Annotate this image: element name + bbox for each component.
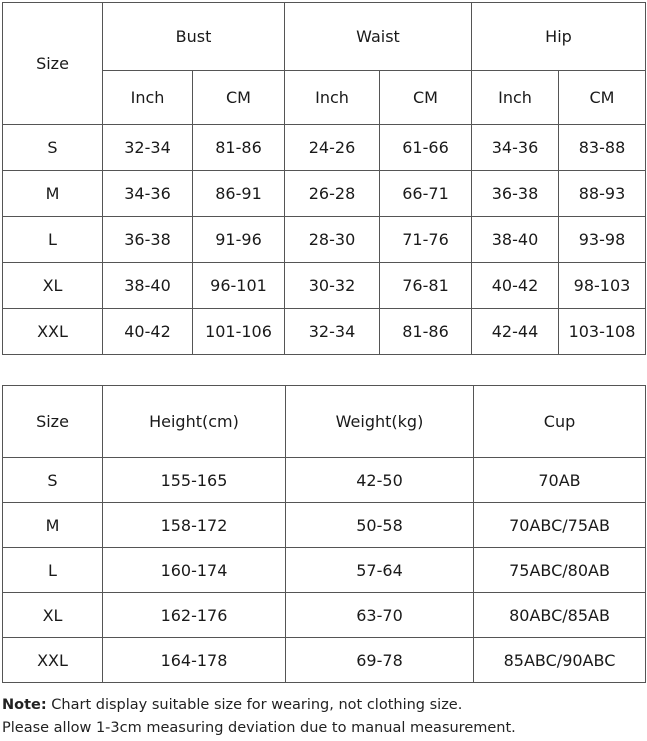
waist-cm-cell: 66-71 <box>380 171 472 217</box>
size-cell: XXL <box>3 638 103 683</box>
bust-cm-header: CM <box>193 71 285 125</box>
fit-size-table <box>2 385 646 683</box>
note-label: Note: <box>2 697 47 713</box>
waist-cm-header: CM <box>380 71 472 125</box>
table-row <box>3 125 646 171</box>
cup-header: Cup <box>474 386 646 458</box>
size-cell: XL <box>3 263 103 309</box>
cup-cell: 70AB <box>474 458 646 503</box>
waist-inch-cell: 30-32 <box>285 263 380 309</box>
hip-cm-cell: 93-98 <box>559 217 646 263</box>
bust-inch-cell: 34-36 <box>103 171 193 217</box>
hip-cm-header: CM <box>559 71 646 125</box>
waist-inch-cell: 28-30 <box>285 217 380 263</box>
table-row <box>3 458 646 503</box>
cup-cell: 75ABC/80AB <box>474 548 646 593</box>
bust-cm-cell: 101-106 <box>193 309 285 355</box>
table-row <box>3 171 646 217</box>
waist-header: Waist <box>285 3 472 71</box>
hip-cm-cell: 103-108 <box>559 309 646 355</box>
waist-inch-header: Inch <box>285 71 380 125</box>
height-cell: 160-174 <box>103 548 286 593</box>
hip-cm-cell: 98-103 <box>559 263 646 309</box>
size-cell: L <box>3 548 103 593</box>
waist-inch-cell: 26-28 <box>285 171 380 217</box>
height-cell: 162-176 <box>103 593 286 638</box>
bust-cm-cell: 96-101 <box>193 263 285 309</box>
table-row <box>3 263 646 309</box>
table-row <box>3 503 646 548</box>
hip-inch-cell: 34-36 <box>472 125 559 171</box>
cup-cell: 85ABC/90ABC <box>474 638 646 683</box>
height-cell: 164-178 <box>103 638 286 683</box>
hip-cm-cell: 88-93 <box>559 171 646 217</box>
weight-cell: 50-58 <box>286 503 474 548</box>
size-cell: S <box>3 125 103 171</box>
table-row <box>3 309 646 355</box>
height-header: Height(cm) <box>103 386 286 458</box>
size-cell: L <box>3 217 103 263</box>
table-header-row <box>3 3 646 71</box>
weight-cell: 63-70 <box>286 593 474 638</box>
table-row <box>3 593 646 638</box>
note-line-2: Please allow 1-3cm measuring deviation due to manual measurement. <box>2 720 516 736</box>
note-line-1 <box>2 697 462 713</box>
weight-cell: 42-50 <box>286 458 474 503</box>
bust-inch-header: Inch <box>103 71 193 125</box>
bust-cm-cell: 86-91 <box>193 171 285 217</box>
size-header: Size <box>3 3 103 125</box>
weight-header: Weight(kg) <box>286 386 474 458</box>
height-cell: 155-165 <box>103 458 286 503</box>
height-cell: 158-172 <box>103 503 286 548</box>
waist-cm-cell: 71-76 <box>380 217 472 263</box>
waist-cm-cell: 76-81 <box>380 263 472 309</box>
hip-inch-header: Inch <box>472 71 559 125</box>
weight-cell: 69-78 <box>286 638 474 683</box>
size-header: Size <box>3 386 103 458</box>
hip-inch-cell: 42-44 <box>472 309 559 355</box>
waist-inch-cell: 24-26 <box>285 125 380 171</box>
weight-cell: 57-64 <box>286 548 474 593</box>
hip-header: Hip <box>472 3 646 71</box>
size-cell: XXL <box>3 309 103 355</box>
table-row <box>3 217 646 263</box>
size-cell: M <box>3 503 103 548</box>
bust-inch-cell: 40-42 <box>103 309 193 355</box>
size-cell: XL <box>3 593 103 638</box>
measurement-size-table <box>2 2 646 355</box>
waist-cm-cell: 61-66 <box>380 125 472 171</box>
table-row <box>3 638 646 683</box>
bust-inch-cell: 38-40 <box>103 263 193 309</box>
bust-cm-cell: 91-96 <box>193 217 285 263</box>
note-text: Chart display suitable size for wearing, not clothing size. <box>46 697 463 713</box>
bust-inch-cell: 36-38 <box>103 217 193 263</box>
size-cell: S <box>3 458 103 503</box>
waist-inch-cell: 32-34 <box>285 309 380 355</box>
hip-inch-cell: 36-38 <box>472 171 559 217</box>
waist-cm-cell: 81-86 <box>380 309 472 355</box>
cup-cell: 80ABC/85AB <box>474 593 646 638</box>
bust-inch-cell: 32-34 <box>103 125 193 171</box>
size-cell: M <box>3 171 103 217</box>
hip-inch-cell: 40-42 <box>472 263 559 309</box>
table-header-row <box>3 386 646 458</box>
bust-header: Bust <box>103 3 285 71</box>
hip-cm-cell: 83-88 <box>559 125 646 171</box>
hip-inch-cell: 38-40 <box>472 217 559 263</box>
cup-cell: 70ABC/75AB <box>474 503 646 548</box>
bust-cm-cell: 81-86 <box>193 125 285 171</box>
table-row <box>3 548 646 593</box>
